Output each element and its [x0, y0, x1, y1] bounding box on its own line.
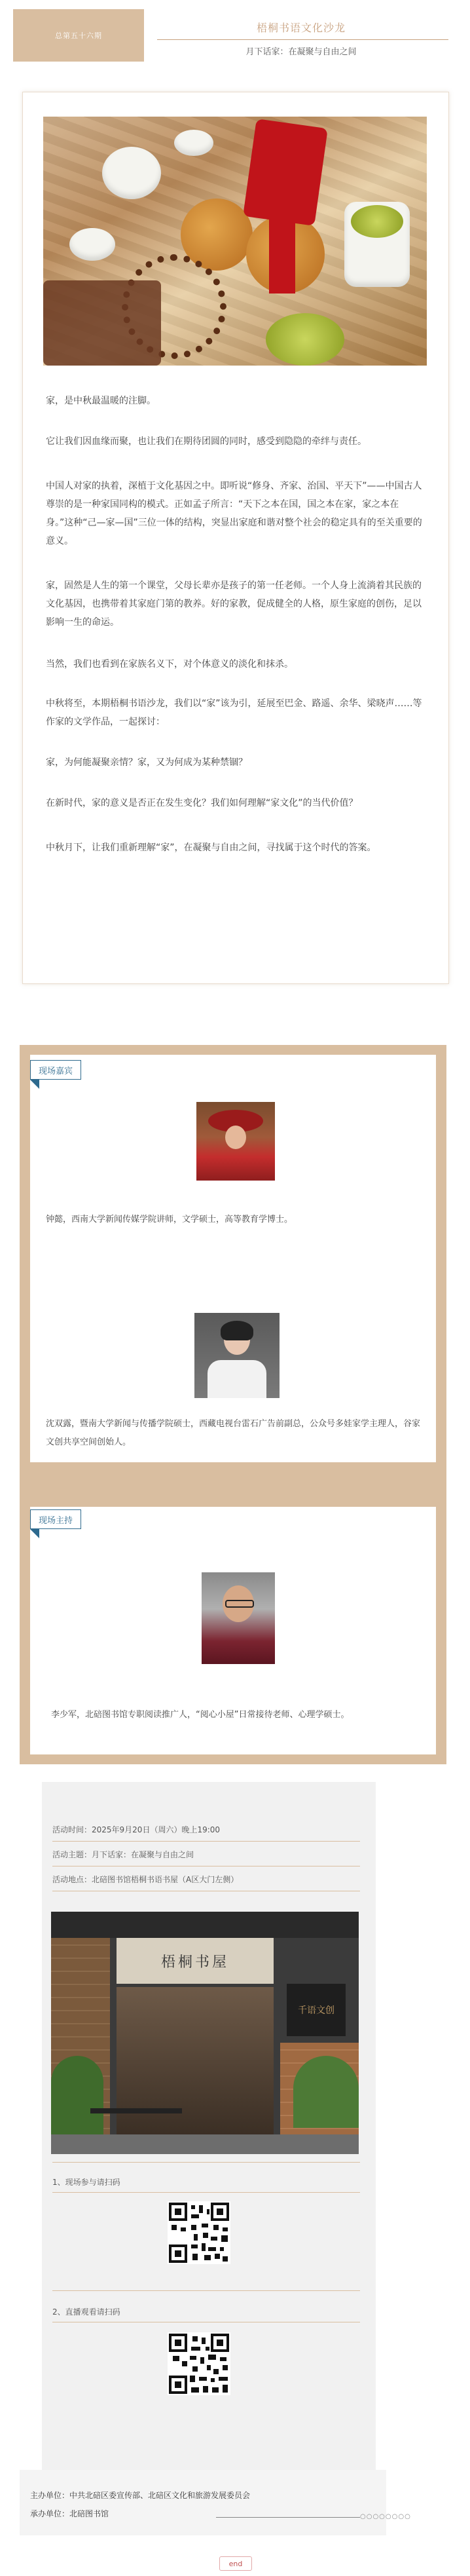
host-label: [30, 1509, 81, 1529]
divider: [52, 2192, 360, 2193]
divider: [52, 1841, 360, 1842]
teapot-icon: [102, 147, 161, 199]
intro-paragraph: 家，为何能凝聚亲情？家，又为何成为某种禁锢？: [46, 757, 247, 768]
host-label-text: 现场主持: [39, 1515, 73, 1526]
guest-bio: 钟懿，西南大学新闻传媒学院讲师，文学硕士，高等教育学博士。: [46, 1215, 293, 1224]
issue-tag: 总第五十六期: [13, 9, 144, 62]
intro-paragraph: 当然，我们也看到在家族名义下，对个体意义的淡化和抹杀。: [46, 659, 293, 670]
title-divider: [157, 39, 448, 40]
intro-paragraph: 中秋将至，本期梧桐书语沙龙，我们以“家”该为引，延展至巴金、路遥、余华、梁晓声……等作家的文学作品，一起探讨：: [46, 698, 422, 727]
event-time: 活动时间：2025年9月20日（周六）晚上19:00: [52, 1825, 221, 1834]
footer-panel: [20, 2470, 386, 2535]
decorative-dots: ○○○○○○○○: [360, 2513, 411, 2520]
end-text: end: [228, 2559, 243, 2568]
intro-paragraph: 中秋月下，让我们重新理解“家”，在凝聚与自由之间，寻找属于这个时代的答案。: [46, 843, 376, 853]
qr-label-live: 2、直播观看请扫码: [52, 2307, 120, 2317]
intro-paragraph: 它让我们因血缘而聚，也让我们在期待团圆的同时，感受到隐隐的牵绊与责任。: [46, 436, 367, 447]
divider: [52, 2162, 360, 2163]
host-bio: 李少军，北碚图书馆专职阅读推广人，“阅心小屋”日常接待老师、心理学硕士。: [51, 1710, 350, 1720]
page-subtitle: 月下话家：在凝聚与自由之间: [245, 47, 357, 57]
intro-paragraph: 中国人对家的执着，深植于文化基因之中。即听说“修身、齐家、治国、平天下”——中国古人尊崇的是一种家国同构的模式。正如孟子所言：“天下之本在国，国之本在家，家之本在身。”这种“己—家—国”三位一体的结构，突显出家庭和谐对整个社会的稳定具有的至关重要的意义。: [46, 481, 422, 546]
storefront-sign: 梧桐书屋: [117, 1938, 274, 1984]
organizer-text: 主办单位：中共北碚区委宣传部、北碚区文化和旅游发展委员会: [30, 2491, 251, 2500]
guest-bio: 沈双露，暨南大学新闻与传播学院硕士，西藏电视台雷石广告前副总，公众号多娃家学主理人，谷家文创共享空间创始人。: [46, 1419, 421, 1447]
intro-paragraph: 家，是中秋最温暖的注脚。: [46, 396, 156, 406]
end-badge: [219, 2556, 252, 2571]
qr-code-onsite[interactable]: [168, 2201, 230, 2264]
intro-paragraph: 在新时代，家的意义是否正在发生变化？我们如何理解“家文化”的当代价值？: [46, 798, 358, 808]
guest-avatar: [196, 1102, 275, 1181]
guest-avatar: [194, 1313, 280, 1398]
guests-label: [30, 1060, 81, 1080]
bookstore-storefront-photo: [51, 1912, 359, 2154]
divider: [52, 2290, 360, 2291]
chinese-knot-icon: [243, 119, 328, 226]
guests-label-text: 现场嘉宾: [39, 1066, 73, 1076]
intro-paragraph: 家，固然是人生的第一个课堂，父母长辈亦是孩子的第一任老师。一个人身上流淌着其民族的文化基因，也携带着其家庭门第的教养。好的家教，促成健全的人格，原生家庭的创伤，足以影响一生的命运。: [46, 580, 422, 628]
mooncake-tea-photo: [43, 117, 427, 366]
event-place: 活动地点：北碚图书馆梧桐书语书屋（A区大门左侧）: [52, 1875, 239, 1884]
label-corner-icon: [30, 1080, 39, 1089]
undertaker-text: 承办单位：北碚图书馆: [30, 2509, 109, 2518]
qr-label-onsite: 1、现场参与请扫码: [52, 2178, 120, 2187]
event-theme: 活动主题：月下话家：在凝聚与自由之间: [52, 1850, 194, 1859]
footer-divider: [216, 2517, 360, 2518]
storefront-side-sign: 千语文创: [287, 1984, 346, 2036]
label-corner-icon: [30, 1529, 39, 1538]
page-title: 梧桐书语文化沙龙: [256, 22, 346, 34]
host-avatar: [202, 1572, 275, 1664]
qr-code-live[interactable]: [168, 2332, 230, 2395]
